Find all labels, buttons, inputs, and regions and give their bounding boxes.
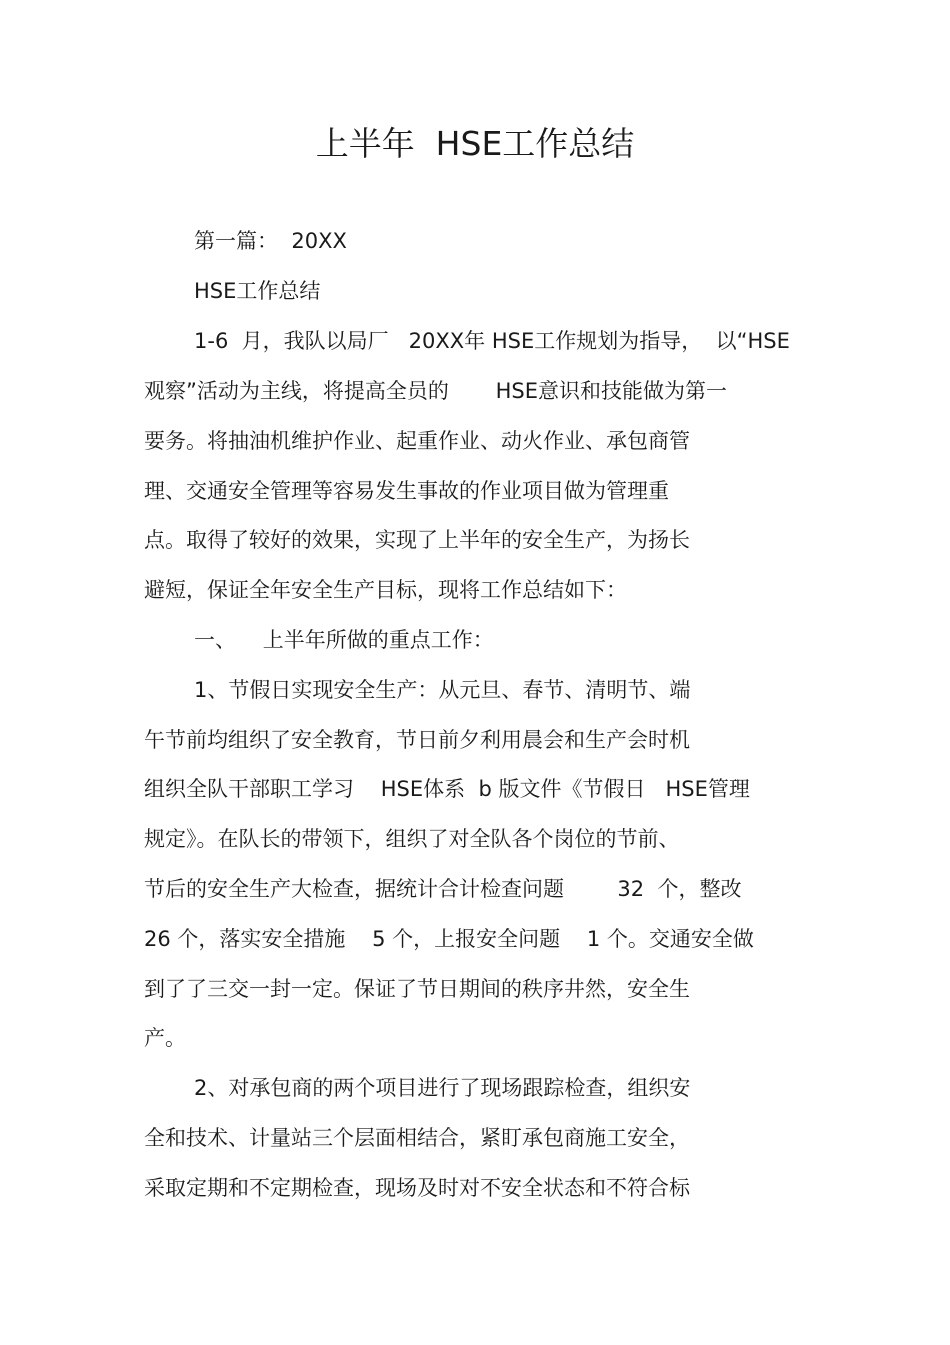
text-line: 全和技术、计量站三个层面相结合，紧盯承包商施工安全， — [144, 1126, 690, 1150]
text-line: 午节前均组织了安全教育，节日前夕利用晨会和生产会时机 — [144, 728, 690, 752]
text-line: 组织全队干部职工学习 HSE体系 b 版文件《节假日 HSE管理 — [144, 777, 750, 801]
text-line: 理、交通安全管理等容易发生事故的作业项目做为管理重 — [144, 479, 669, 503]
text-line: 节后的安全生产大检查，据统计合计检查问题 32 个，整改 — [144, 877, 742, 901]
section-heading: 一、 上半年所做的重点工作： — [194, 628, 494, 652]
text-line: 点。取得了较好的效果，实现了上半年的安全生产，为扬长 — [144, 528, 690, 552]
text-line: 1-6 月，我队以局厂 20XX年 HSE工作规划为指导， 以“HSE — [194, 329, 790, 353]
text-line: 要务。将抽油机维护作业、起重作业、动火作业、承包商管 — [144, 429, 690, 453]
text-line-subtitle: 第一篇： 20XX — [194, 229, 347, 253]
text-line: 26 个，落实安全措施 5 个，上报安全问题 1 个。交通安全做 — [144, 927, 754, 951]
text-line-subtitle-2: HSE工作总结 — [194, 279, 321, 303]
text-line: 到了了三交一封一定。保证了节日期间的秩序井然，安全生 — [144, 977, 690, 1001]
text-line: 规定》。在队长的带领下，组织了对全队各个岗位的节前、 — [144, 827, 680, 851]
text-line: 避短，保证全年安全生产目标，现将工作总结如下： — [144, 578, 627, 602]
text-line: 1、节假日实现安全生产：从元旦、春节、清明节、端 — [194, 678, 691, 702]
text-line: 产。 — [144, 1026, 186, 1050]
text-line: 观察”活动为主线，将提高全员的 HSE意识和技能做为第一 — [144, 379, 727, 403]
text-line: 2、对承包商的两个项目进行了现场跟踪检查，组织安 — [194, 1076, 691, 1100]
text-line: 采取定期和不定期检查，现场及时对不安全状态和不符合标 — [144, 1176, 690, 1200]
document-title: 上半年 HSE工作总结 — [315, 124, 635, 163]
